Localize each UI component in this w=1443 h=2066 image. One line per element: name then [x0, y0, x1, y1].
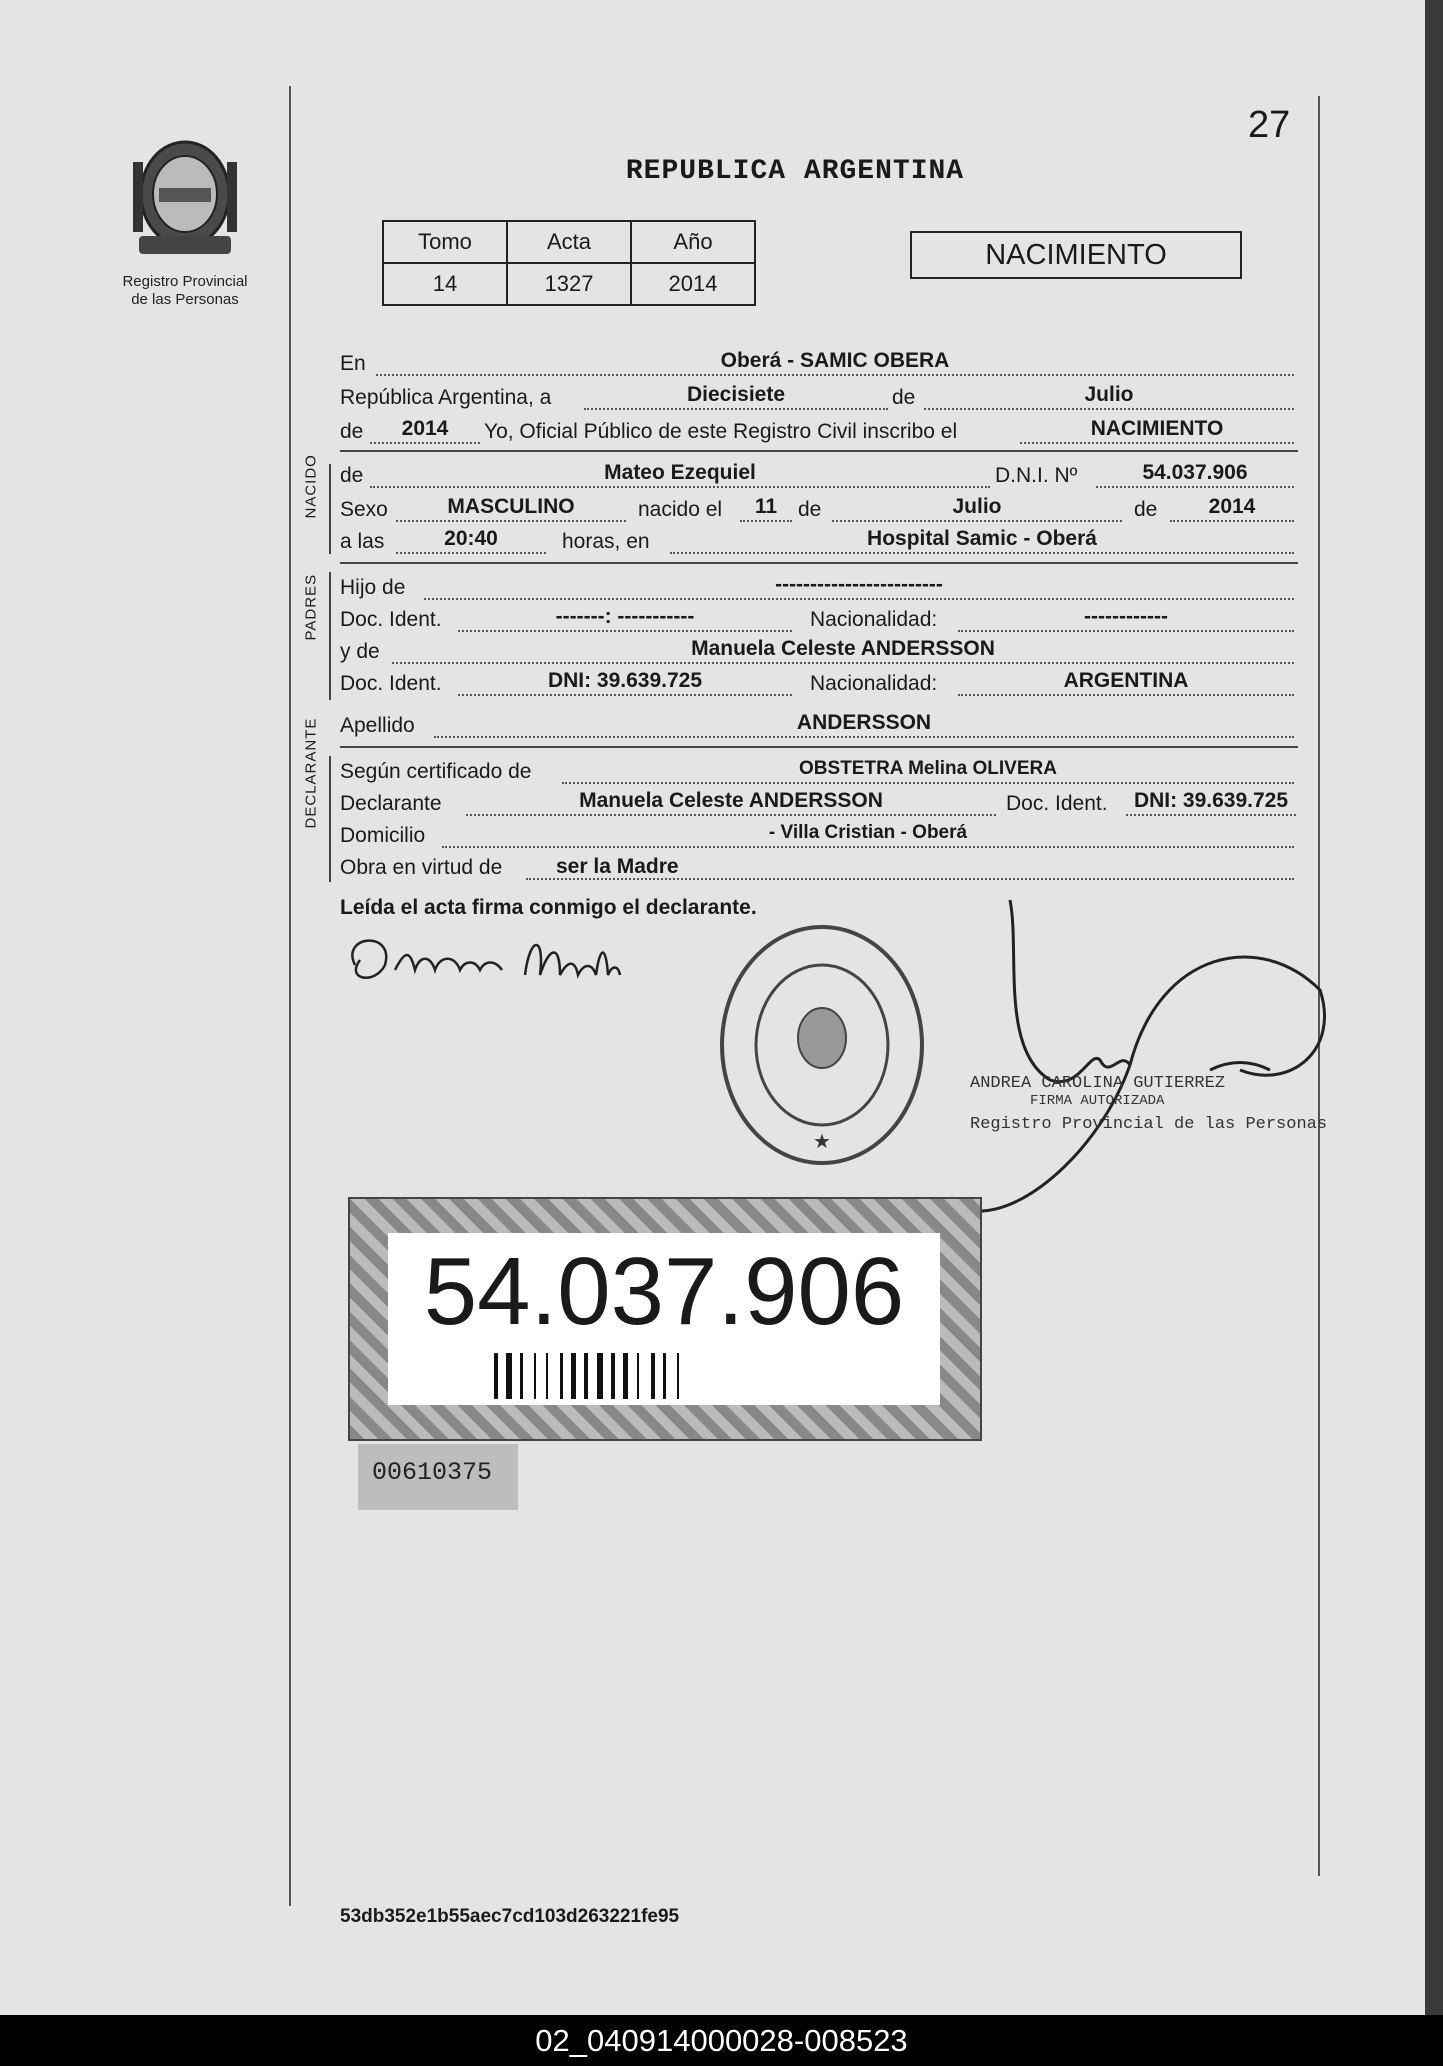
declarant-signature	[335, 925, 675, 1000]
document-title: REPUBLICA ARGENTINA	[625, 156, 965, 187]
record-type-box: NACIMIENTO	[910, 231, 1242, 279]
father-doc-label: Doc. Ident.	[340, 608, 442, 631]
decl-doc-value: DNI: 39.639.725	[1126, 792, 1296, 816]
mother-doc-label: Doc. Ident.	[340, 672, 442, 695]
decl-value: Manuela Celeste ANDERSSON	[466, 792, 996, 816]
province-logo	[110, 128, 260, 309]
mother-nationality-label: Nacionalidad:	[810, 672, 938, 695]
intro-row-en	[340, 344, 1295, 378]
padres-section-label: PADRES	[302, 573, 320, 641]
official-name: ANDREA CAROLINA GUTIERREZ	[970, 1074, 1226, 1093]
dia-value: Diecisiete	[584, 386, 888, 410]
divider-declarante-top	[340, 746, 1298, 748]
divider-nacido-top	[340, 450, 1298, 452]
official-role: FIRMA AUTORIZADA	[1030, 1093, 1165, 1109]
birth-month: Julio	[832, 498, 1122, 522]
birth-de-label: de	[798, 498, 822, 521]
mother-name: Manuela Celeste ANDERSSON	[392, 640, 1294, 664]
republica-label: República Argentina, a	[340, 386, 552, 409]
father-doc: -------: -----------	[458, 608, 792, 632]
padres-row-padre	[340, 568, 1295, 602]
misiones-crest-icon	[125, 128, 245, 268]
dni-label: D.N.I. Nº	[995, 464, 1078, 487]
barcode-icon	[494, 1353, 834, 1399]
nacido-de-label: de	[340, 464, 364, 487]
horas-label: horas, en	[562, 530, 650, 553]
handwritten-signature-icon	[335, 925, 675, 995]
closing-statement: Leída el acta firma conmigo el declarante.	[340, 896, 757, 919]
registry-caption-line2: de las Personas	[131, 291, 239, 308]
padres-row-padre-doc	[340, 600, 1295, 634]
header-acta: Acta	[507, 221, 631, 263]
padres-row-madre-doc	[340, 664, 1295, 698]
nacido-row-birth	[340, 490, 1295, 524]
inscribo-value: NACIMIENTO	[1020, 420, 1294, 444]
page-number: 27	[1248, 104, 1291, 146]
birth-place: Hospital Samic - Oberá	[670, 530, 1294, 554]
hijo-de-label: Hijo de	[340, 576, 406, 599]
inscribo-text: Yo, Oficial Público de este Registro Civil inscribo el	[484, 420, 958, 443]
birth-year: 2014	[1170, 498, 1294, 522]
official-signature	[960, 890, 1340, 1235]
official-block	[970, 1074, 1327, 1134]
header-tomo: Tomo	[383, 221, 507, 263]
handwritten-signature-icon-2	[960, 890, 1340, 1230]
child-sex: MASCULINO	[396, 498, 626, 522]
padres-row-madre	[340, 632, 1295, 666]
value-anio: 2014	[631, 263, 755, 305]
en-label: En	[340, 352, 366, 375]
nacido-el-label: nacido el	[638, 498, 723, 521]
declarante-section-label: DECLARANTE	[302, 717, 320, 829]
record-table	[382, 220, 756, 306]
obra-label: Obra en virtud de	[340, 856, 503, 879]
dni-sticker-number: 54.037.906	[423, 1238, 905, 1345]
nacido-row-time	[340, 522, 1295, 556]
obra-value: ser la Madre	[526, 858, 1294, 880]
official-stamp-icon	[712, 920, 932, 1170]
document-hash: 53db352e1b55aec7cd103d263221fe95	[340, 1906, 680, 1927]
svg-text:★: ★	[813, 1131, 831, 1153]
declarante-row-decl	[340, 784, 1295, 818]
birth-de-label-2: de	[1134, 498, 1158, 521]
registry-stamp	[712, 920, 932, 1175]
birth-time: 20:40	[396, 530, 546, 554]
apellido-row	[340, 706, 1295, 740]
anio-value: 2014	[370, 420, 480, 444]
nacido-row-name	[340, 456, 1295, 490]
de2-label: de	[340, 420, 364, 443]
dni-sticker	[348, 1197, 982, 1441]
apellido-value: ANDERSSON	[434, 714, 1294, 738]
decl-label: Declarante	[340, 792, 442, 815]
father-nationality-label: Nacionalidad:	[810, 608, 938, 631]
scan-footer-id: 02_040914000028-008523	[0, 2015, 1443, 2066]
registry-caption-line1: Registro Provincial	[122, 273, 248, 290]
value-acta: 1327	[507, 263, 631, 305]
dni-sticker-inner	[388, 1233, 940, 1405]
sexo-label: Sexo	[340, 498, 388, 521]
cert-value: OBSTETRA Melina OLIVERA	[562, 760, 1294, 784]
alas-label: a las	[340, 530, 385, 553]
value-tomo: 14	[383, 263, 507, 305]
yde-label: y de	[340, 640, 380, 663]
mother-doc: DNI: 39.639.725	[458, 672, 792, 696]
father-nationality: ------------	[958, 608, 1294, 632]
birth-day: 11	[740, 498, 792, 522]
dom-value: - Villa Cristian - Oberá	[442, 824, 1294, 848]
de-label: de	[892, 386, 916, 409]
nacido-section-label: NACIDO	[302, 454, 320, 519]
mes-value: Julio	[924, 386, 1294, 410]
header-anio: Año	[631, 221, 755, 263]
cert-label: Según certificado de	[340, 760, 532, 783]
declarante-row-dom	[340, 816, 1295, 850]
dom-label: Domicilio	[340, 824, 426, 847]
declarante-row-obra	[340, 848, 1295, 882]
en-value: Oberá - SAMIC OBERA	[376, 352, 1294, 376]
intro-row-date	[340, 378, 1295, 412]
father-name: ------------------------	[424, 576, 1294, 600]
divider-padres-top	[340, 562, 1298, 564]
official-office: Registro Provincial de las Personas	[970, 1115, 1328, 1134]
seal-code: 00610375	[372, 1458, 493, 1487]
intro-row-inscribo	[340, 412, 1295, 446]
child-name: Mateo Ezequiel	[370, 464, 990, 488]
child-dni: 54.037.906	[1096, 464, 1294, 488]
control-seal	[358, 1444, 518, 1510]
left-margin-line	[289, 86, 291, 1906]
apellido-label: Apellido	[340, 714, 415, 737]
decl-doc-label: Doc. Ident.	[1006, 792, 1108, 815]
mother-nationality: ARGENTINA	[958, 672, 1294, 696]
declarante-row-cert	[340, 752, 1295, 786]
